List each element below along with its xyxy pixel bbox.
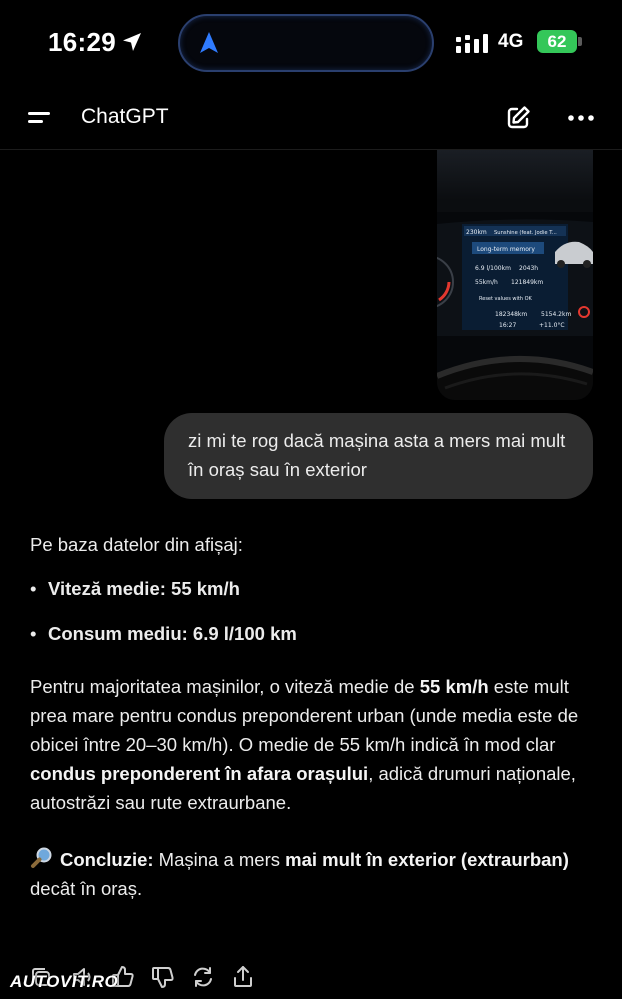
- app-title: ChatGPT: [81, 105, 169, 128]
- conclusion-text: decât în oraș.: [30, 878, 143, 899]
- explanation-text: Pentru majoritatea mașinilor, o viteză medie de: [30, 676, 420, 697]
- status-bar: [0, 0, 622, 86]
- user-message: zi mi te rog dacă mașina asta a mers mai mult în oraș sau în exterior: [164, 413, 593, 499]
- sidebar-menu-button[interactable]: [24, 104, 56, 132]
- conclusion-bold: mai mult în exterior (extraurban): [285, 849, 569, 870]
- thumbs-down-icon[interactable]: [150, 964, 176, 990]
- dash-distance: 121849km: [511, 279, 544, 286]
- explanation-text: este mult prea mare pentru condus preponderent urban (unde media este de obicei între 20–30 km/h). O medie de 55 km/h indică în mod clar: [30, 676, 579, 755]
- conclusion-label: Concluzie:: [60, 849, 154, 870]
- regenerate-icon[interactable]: [190, 964, 216, 990]
- explanation-bold-speed: 55 km/h: [419, 676, 489, 697]
- dash-reset-hint: Reset values with OK: [479, 296, 532, 302]
- assistant-intro: Pe baza datelor din afișaj:: [30, 534, 243, 555]
- assistant-explanation: [30, 672, 590, 817]
- dash-distance-label: 230km: [466, 229, 487, 236]
- dash-clock: 16:27: [499, 322, 517, 329]
- conclusion-text: Mașina a mers: [153, 849, 286, 870]
- dash-speed: 55km/h: [475, 279, 498, 286]
- attached-photo[interactable]: [437, 150, 593, 400]
- explanation-text: , adică drumuri naționale, autostrăzi sau rute extraurbane.: [30, 763, 576, 813]
- signal-strength-icon: [456, 33, 490, 53]
- bullet-average-speed: • Viteză medie: 55 km/h: [30, 574, 590, 603]
- dash-consumption: 6.9 l/100km: [475, 265, 511, 272]
- menu-line: [28, 112, 50, 115]
- assistant-message: [30, 530, 590, 903]
- dashboard-display: [437, 212, 593, 400]
- dash-temperature: +11.0°C: [539, 322, 565, 329]
- battery-level: 62: [537, 30, 577, 53]
- location-arrow-icon: [121, 31, 143, 53]
- explanation-bold-driving: condus preponderent în afara orașului: [30, 763, 369, 784]
- dash-duration: 2043h: [519, 265, 539, 272]
- battery-cap: [578, 37, 582, 46]
- magnifying-glass-icon: [30, 846, 54, 870]
- dash-trip: 5154.2km: [541, 311, 572, 318]
- bullet-average-consumption: • Consum mediu: 6.9 l/100 km: [30, 619, 590, 648]
- status-time: 16:29: [48, 27, 116, 57]
- menu-line: [28, 120, 43, 123]
- dash-song: Sunshine (feat. Jodie T...: [494, 230, 557, 236]
- network-type: 4G: [498, 31, 524, 52]
- dynamic-island[interactable]: [178, 14, 434, 72]
- watermark: AUTOVIT.RO: [10, 972, 119, 991]
- app-header: [0, 86, 622, 150]
- assistant-conclusion: [30, 845, 590, 903]
- more-options-icon[interactable]: [566, 104, 596, 132]
- dash-screen-title: Long-term memory: [477, 246, 535, 253]
- new-chat-icon[interactable]: [504, 104, 532, 132]
- navigation-arrow-icon: [198, 31, 220, 55]
- dash-odometer: 182348km: [495, 311, 528, 318]
- share-icon[interactable]: [230, 964, 256, 990]
